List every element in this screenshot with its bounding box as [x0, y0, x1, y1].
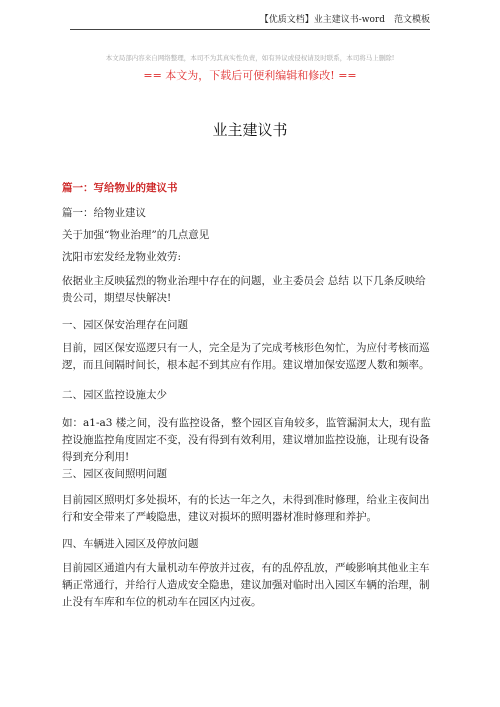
- paragraph-text: 如：a1-a3 楼之间，没有监控设备，整个园区盲角较多，监管漏洞太大，现有监控设施监控角度固定不变，没有得到有效利用，建议增加监控设施，让现有设备得到充分利用!: [62, 417, 431, 463]
- paragraph: [62, 415, 434, 466]
- paragraph: [62, 536, 434, 553]
- paragraph-text: 目前园区照明灯多处损坏，有的长达一年之久，未得到准时修理，给业主夜间出行和安全带来了严峻隐患，建议对损坏的照明器材准时修理和养护。: [62, 494, 430, 523]
- paragraph: [62, 387, 434, 404]
- paragraph: [62, 560, 434, 611]
- paragraph-text: 三、园区夜间照明问题: [62, 468, 167, 480]
- paragraph-text: 目前，园区保安巡逻只有一人，完全是为了完成考核形色匆忙，为应付考核而巡逻，而且间隔时间长，根本起不到其应有作用。建议增加保安巡逻人数和频率。: [62, 342, 430, 371]
- document-title: 业主建议书: [212, 121, 288, 139]
- paragraph: [62, 317, 434, 334]
- paragraph-text: 目前园区通道内有大量机动车停放并过夜，有的乱停乱放，严峻影响其他业主车辆正常通行，并给行人造成安全隐患，建议加强对临时出入园区车辆的治理，制止没有车库和车位的机动车在园区内过夜。: [62, 562, 430, 608]
- section-heading-text: 篇一：写给物业的建议书: [62, 182, 178, 194]
- paragraph: [62, 492, 434, 526]
- paragraph-text: 依据业主反映猛烈的物业治理中存在的问题，业主委员会 总结 以下几条反映给贵公司，期望尽快解决!: [62, 275, 426, 304]
- edit-banner: == 本文为，下载后可便利编辑和修改! ==: [143, 69, 357, 82]
- paragraph-text: 篇一：给物业建议: [62, 207, 146, 219]
- copyright-notice: 本文局部内容来自网络整理，本司不为其真实性负责，如有异议或侵权请及时联系，本司将马上删除!: [105, 54, 395, 62]
- header-divider: [70, 29, 430, 30]
- paragraph-text: 关于加强“物业治理”的几点意见: [62, 229, 210, 241]
- paragraph-text: 沈阳市宏发经龙物业效劳:: [62, 251, 182, 263]
- page-header: 【优质文档】业主建议书-word 范文模板: [259, 15, 430, 25]
- section-heading: [62, 180, 434, 197]
- paragraph: [62, 205, 434, 222]
- paragraph-text: 一、园区保安治理存在问题: [62, 319, 188, 331]
- paragraph: [62, 466, 434, 483]
- paragraph-text: 四、车辆进入园区及停放问题: [62, 538, 199, 550]
- paragraph: [62, 249, 434, 266]
- paragraph-text: 二、园区监控设施太少: [62, 389, 167, 401]
- paragraph: [62, 227, 434, 244]
- paragraph: [62, 340, 434, 374]
- paragraph: [62, 273, 434, 307]
